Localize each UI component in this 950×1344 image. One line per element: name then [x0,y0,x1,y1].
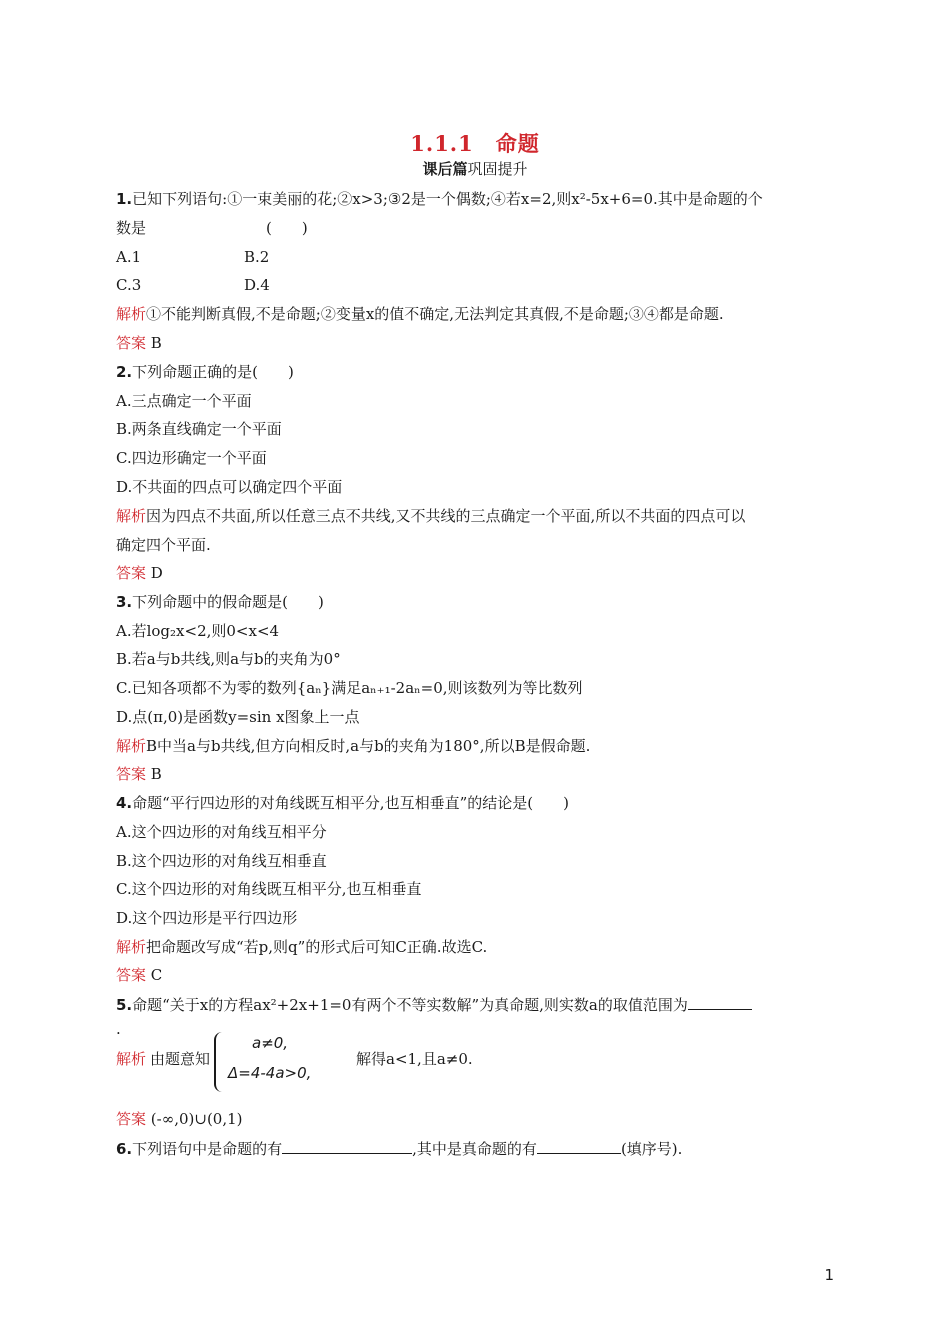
question-6-number: 6. [116,1140,133,1158]
answer-text: (-∞,0)∪(0,1) [150,1110,243,1128]
analysis-label: 解析 [116,507,147,525]
question-2-analysis [116,505,745,527]
analysis-label: 解析 [116,1050,147,1068]
question-1-option-b: B.2 [244,248,270,266]
question-3-option-a: A.若log₂x<2,则0<x<4 [116,622,280,640]
section-subtitle [0,158,950,179]
question-4-stem [116,792,569,814]
question-2-text: 下列命题正确的是( ) [132,363,294,381]
answer-text: B [150,765,162,783]
answer-text: B [150,334,162,352]
subtitle-bold: 课后篇 [422,160,468,178]
question-3-answer [116,763,162,785]
question-4-text: 命题“平行四边形的对角线既互相平分,也互相垂直”的结论是( ) [132,794,569,812]
question-1-option-a: A.1 [116,248,142,266]
analysis-text: 把命题改写成“若p,则q”的形式后可知C正确.故选C. [146,938,488,956]
analysis-text: 因为四点不共面,所以任意三点不共线,又不共线的三点确定一个平面,所以不共面的四点可以 [146,507,746,525]
question-2-stem [116,361,294,383]
answer-blank[interactable] [688,993,752,1010]
question-2-option-a: A.三点确定一个平面 [116,392,252,410]
question-3-number: 3. [116,593,133,611]
subtitle-rest: 巩固提升 [467,160,528,178]
question-3-text: 下列命题中的假命题是( ) [132,593,324,611]
question-4-number: 4. [116,794,133,812]
page-title: 1.1.1 命题 [410,131,540,156]
question-2-option-b: B.两条直线确定一个平面 [116,420,282,438]
analysis-label: 解析 [116,938,147,956]
question-5-stem-end: . [116,1020,121,1038]
system-condition-1: a≠0, [252,1034,289,1052]
question-6-stem [116,1137,682,1160]
answer-text: C [150,966,163,984]
page-number: 1 [824,1266,834,1284]
question-4-option-d: D.这个四边形是平行四边形 [116,909,298,927]
question-4-answer [116,964,162,986]
question-4-option-c: C.这个四边形的对角线既互相平分,也互相垂直 [116,880,422,898]
question-1-line2: 数是 ( ) [116,219,308,237]
analysis-label: 解析 [116,737,147,755]
question-1-answer [116,332,162,354]
question-3-stem [116,591,324,613]
analysis-prefix: 由题意知 [150,1050,211,1068]
question-2-analysis-cont: 确定四个平面. [116,536,211,554]
question-5-stem [116,993,752,1016]
answer-label: 答案 [116,564,147,582]
question-2-answer [116,562,163,584]
answer-label: 答案 [116,765,147,783]
question-2-option-c: C.四边形确定一个平面 [116,449,267,467]
question-5-analysis [116,1030,616,1100]
question-5-number: 5. [116,996,133,1014]
analysis-label: 解析 [116,305,147,323]
question-6-text-b: ,其中是真命题的有 [412,1140,537,1158]
answer-blank-2[interactable] [537,1137,621,1154]
question-3-option-d: D.点(π,0)是函数y=sin x图象上一点 [116,708,360,726]
analysis-text: B中当a与b共线,但方向相反时,a与b的夹角为180°,所以B是假命题. [146,737,591,755]
question-5-answer [116,1108,243,1130]
answer-label: 答案 [116,966,147,984]
analysis-result: 解得a<1,且a≠0. [356,1050,473,1068]
question-3-option-b: B.若a与b共线,则a与b的夹角为0° [116,650,341,668]
analysis-text: ①不能判断真假,不是命题;②变量x的值不确定,无法判定其真假,不是命题;③④都是命题. [146,305,724,323]
answer-label: 答案 [116,1110,147,1128]
question-4-option-b: B.这个四边形的对角线互相垂直 [116,852,327,870]
question-6-text-a: 下列语句中是命题的有 [132,1140,283,1158]
question-4-analysis [116,936,487,958]
question-1-option-d: D.4 [244,276,270,294]
question-2-option-d: D.不共面的四点可以确定四个平面 [116,478,343,496]
answer-text: D [150,564,163,582]
question-1-line1 [116,188,763,210]
question-3-option-c: C.已知各项都不为零的数列{aₙ}满足aₙ₊₁-2aₙ=0,则该数列为等比数列 [116,679,583,697]
answer-label: 答案 [116,334,147,352]
question-1-option-c: C.3 [116,276,142,294]
question-2-number: 2. [116,363,133,381]
question-4-option-a: A.这个四边形的对角线互相平分 [116,823,327,841]
system-brace [214,1032,226,1092]
question-1-number: 1. [116,190,133,208]
question-3-analysis [116,735,590,757]
question-6-text-c: (填序号). [620,1140,683,1158]
question-1-stem: 已知下列语句:①一束美丽的花;②x>3;③2是一个偶数;④若x=2,则x²-5x+6=0.其中是命题的个 [132,190,763,208]
question-1-analysis [116,303,724,325]
system-condition-2: Δ=4-4a>0, [228,1064,312,1082]
answer-blank-1[interactable] [282,1137,412,1154]
question-5-text: 命题“关于x的方程ax²+2x+1=0有两个不等实数解”为真命题,则实数a的取值范围为 [132,996,688,1014]
